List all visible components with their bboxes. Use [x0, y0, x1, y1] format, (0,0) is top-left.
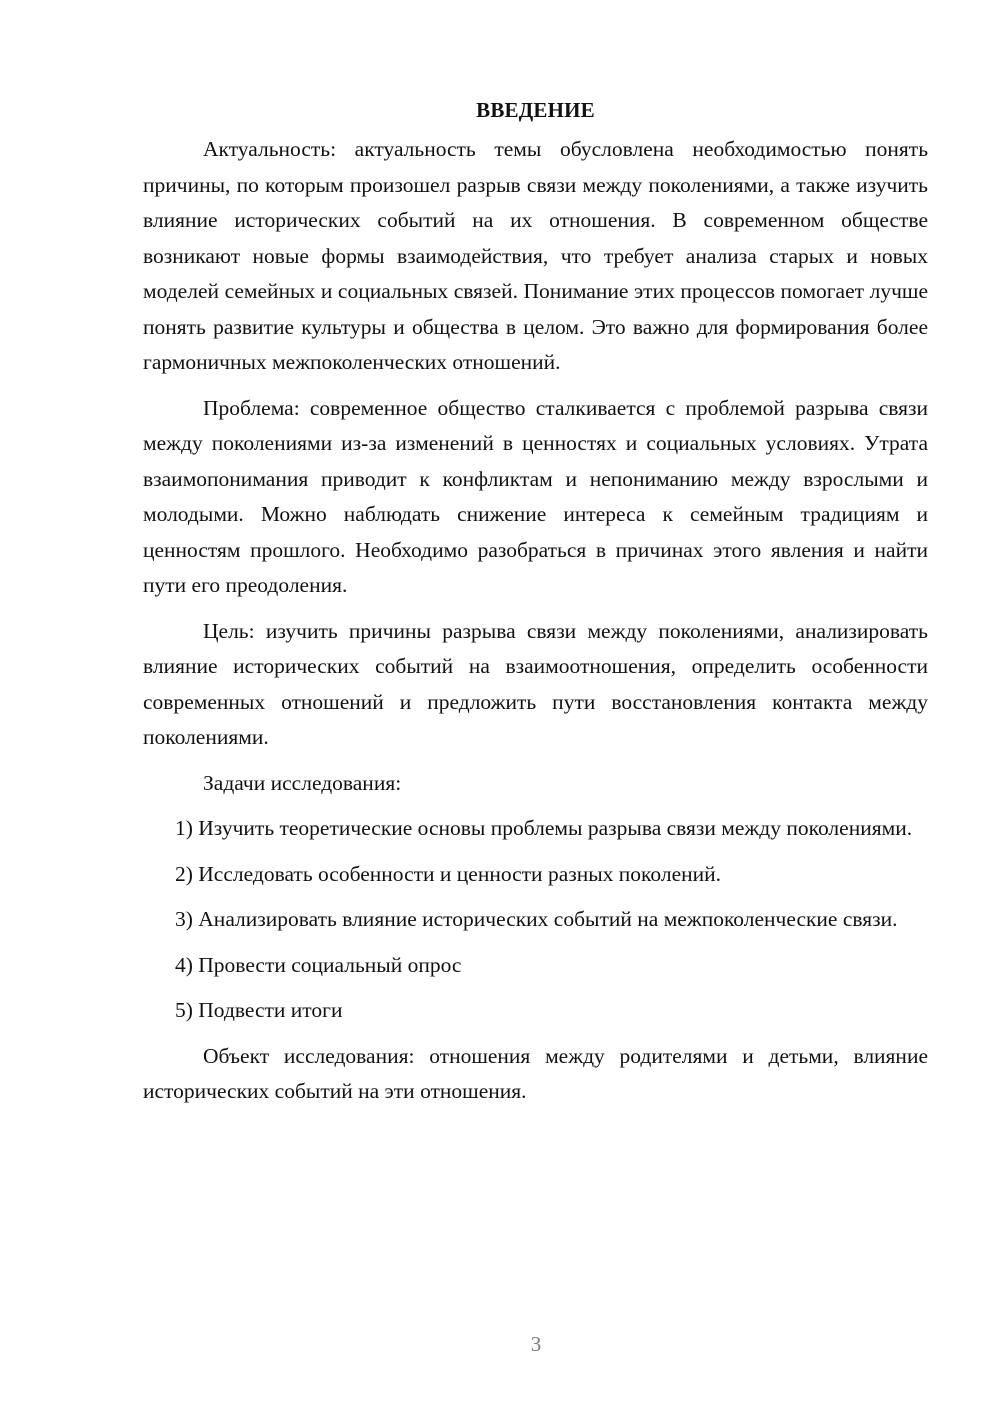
- relevance-paragraph: Актуальность: актуальность темы обусловлена необходимостью понять причины, по которым произошел разрыв связи между поколениями, а также изучить влияние исторических событий на их отношения. В современном обществе возникают новые формы взаимодействия, что требует анализа старых и новых моделей семейных и социальных связей. Понимание этих процессов помогает лучше понять развитие культуры и общества в целом. Это важно для формирования более гармоничных межпоколенческих отношений.: [143, 137, 928, 374]
- problem-paragraph: Проблема: современное общество сталкивается с проблемой разрыва связи между поколениями из-за изменений в ценностях и социальных условиях. Утрата взаимопонимания приводит к конфликтам и непониманию между взрослыми и молодыми. Можно наблюдать снижение интереса к семейным традициям и ценностям прошлого. Необходимо разобраться в причинах этого явления и найти пути его преодоления.: [143, 395, 928, 597]
- section-heading: ВВЕДЕНИЕ: [476, 98, 595, 122]
- task-item-2: 2) Исследовать особенности и ценности разных поколений.: [175, 861, 722, 886]
- task-item-5: 5) Подвести итоги: [175, 998, 343, 1022]
- task-item-3: 3) Анализировать влияние исторических событий на межпоколенческие связи.: [175, 907, 898, 931]
- task-item-4: 4) Провести социальный опрос: [175, 952, 462, 977]
- page-number: 3: [530, 1332, 542, 1356]
- page-content: [143, 92, 928, 1120]
- goal-paragraph: Цель: изучить причины разрыва связи между поколениями, анализировать влияние исторических событий на взаимоотношения, определить особенности современных отношений и предложить пути восстановления контакта между поколениями.: [143, 618, 928, 749]
- object-paragraph: Объект исследования: отношения между родителями и детьми, влияние исторических событий на эти отношения.: [143, 1043, 928, 1103]
- task-item-1: 1) Изучить теоретические основы проблемы разрыва связи между поколениями.: [175, 816, 913, 840]
- tasks-intro: Задачи исследования:: [203, 770, 402, 795]
